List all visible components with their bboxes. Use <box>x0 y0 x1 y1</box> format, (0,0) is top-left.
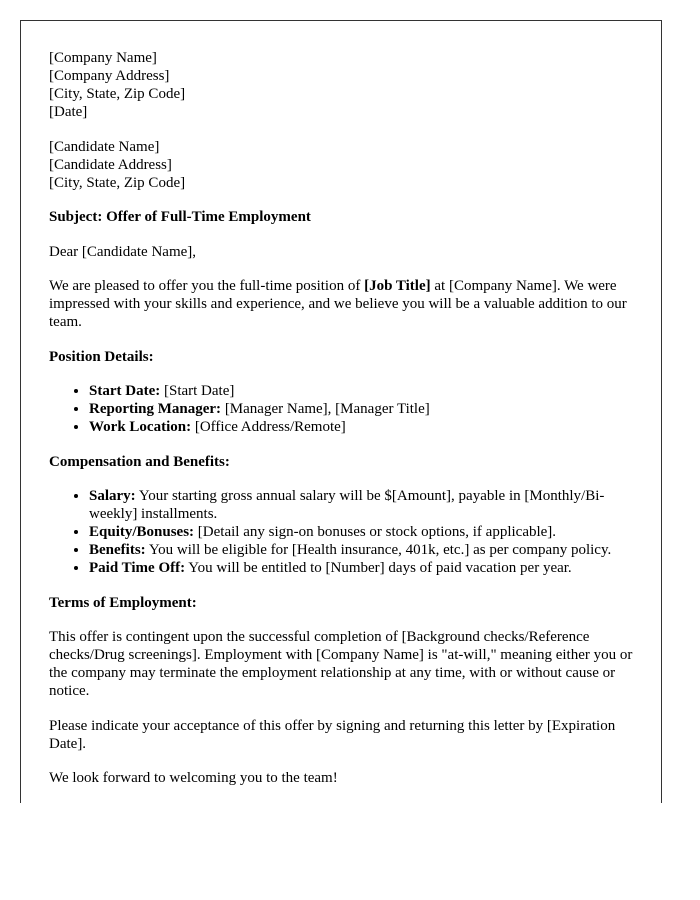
item-text: You will be eligible for [Health insurance, 401k, etc.] as per company policy. <box>145 542 612 558</box>
acceptance-paragraph: Please indicate your acceptance of this offer by signing and returning this letter by [Expiration Date]. <box>49 717 616 752</box>
list-item <box>89 487 634 523</box>
list-item <box>89 418 634 436</box>
closing-paragraph: We look forward to welcoming you to the team! <box>49 770 338 786</box>
list-item <box>89 382 634 400</box>
item-text: You will be entitled to [Number] days of paid vacation per year. <box>185 560 572 576</box>
company-name: [Company Name] <box>49 50 157 66</box>
recipient-block <box>49 138 634 192</box>
intro-paragraph <box>49 277 634 331</box>
greeting: Dear [Candidate Name], <box>49 243 197 260</box>
item-label: Work Location: <box>89 419 192 435</box>
item-label: Start Date: <box>89 383 161 399</box>
company-address: [Company Address] <box>49 68 170 84</box>
item-text: Your starting gross annual salary will be $[Amount], payable in [Monthly/Bi-weekly] installments. <box>89 488 605 522</box>
item-label: Paid Time Off: <box>89 560 186 576</box>
compensation-list <box>49 487 634 577</box>
offer-letter <box>20 20 662 803</box>
compensation-heading: Compensation and Benefits: <box>49 453 230 470</box>
item-text: [Start Date] <box>160 383 235 399</box>
list-item <box>89 523 634 541</box>
letter-date: [Date] <box>49 104 88 120</box>
terms-heading: Terms of Employment: <box>49 594 197 611</box>
subject-line: Subject: Offer of Full-Time Employment <box>49 209 311 225</box>
company-city: [City, State, Zip Code] <box>49 86 186 102</box>
intro-text: We are pleased to offer you the full-time position of <box>49 278 365 294</box>
candidate-address: [Candidate Address] <box>49 156 172 173</box>
candidate-city: [City, State, Zip Code] <box>49 174 186 191</box>
list-item <box>89 559 634 577</box>
item-label: Equity/Bonuses: <box>89 524 195 540</box>
item-label: Benefits: <box>89 542 146 558</box>
item-text: [Manager Name], [Manager Title] <box>221 401 430 417</box>
intro-text-end: at [Company Name]. We were impressed with your skills and experience, and we believe you will be a valuable addition to our team. <box>49 278 627 330</box>
position-heading: Position Details: <box>49 348 154 365</box>
item-label: Salary: <box>89 488 136 504</box>
list-item <box>89 400 634 418</box>
sender-block <box>49 49 634 121</box>
item-text: [Office Address/Remote] <box>191 419 346 435</box>
item-text: [Detail any sign-on bonuses or stock options, if applicable]. <box>194 524 557 540</box>
candidate-name: [Candidate Name] <box>49 138 160 155</box>
position-list <box>49 382 634 436</box>
terms-paragraph: This offer is contingent upon the successful completion of [Background checks/Reference checks/Drug screenings]. Employment with [Company Name] is "at-will," meaning either you or the company may terminate the employment relationship at any time, with or without cause or notice. <box>49 629 633 699</box>
job-title: [Job Title] <box>364 278 431 294</box>
list-item <box>89 541 634 559</box>
item-label: Reporting Manager: <box>89 401 222 417</box>
